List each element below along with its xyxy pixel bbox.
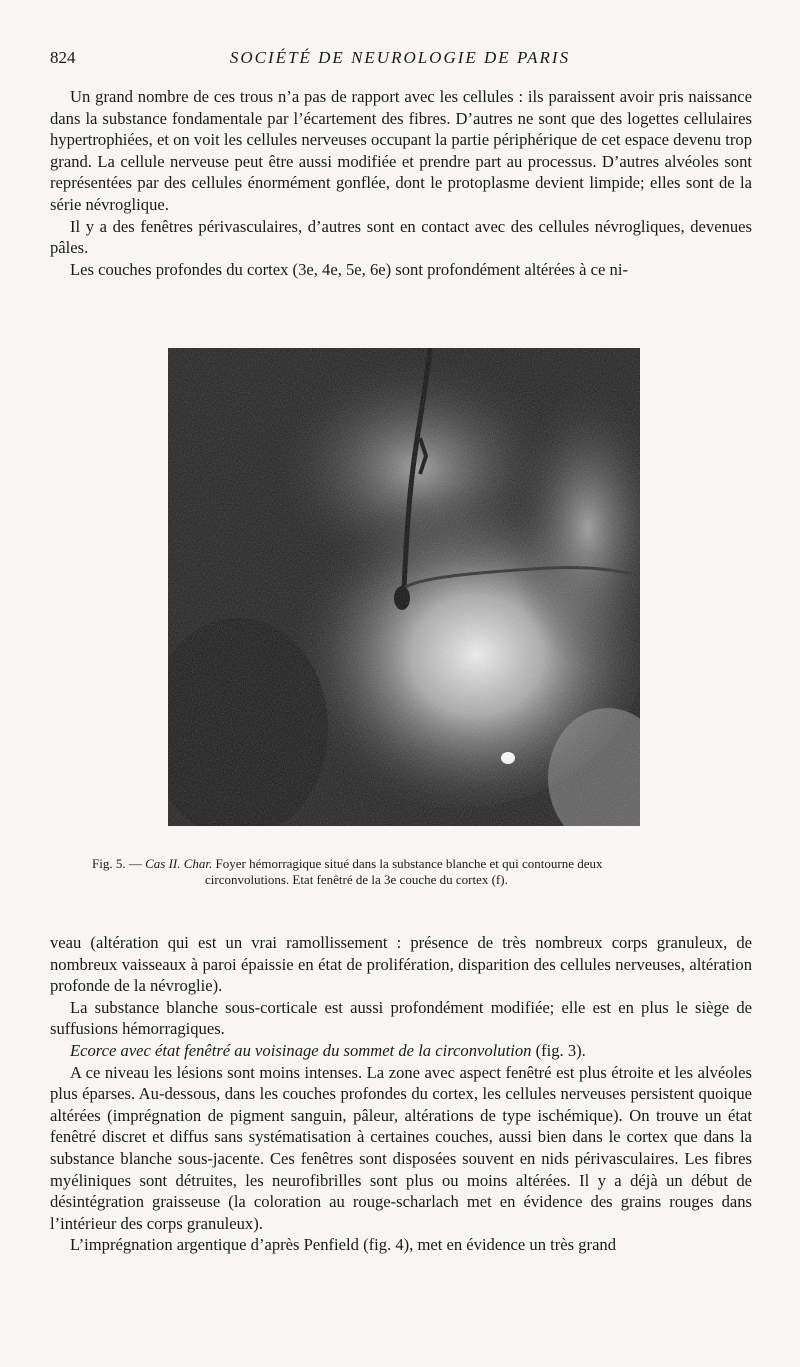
paragraph: L’imprégnation argentique d’après Penfield (fig. 4), met en évidence un très grand bbox=[70, 1235, 617, 1255]
paragraph: Il y a des fenêtres périvasculaires, d’autres sont en contact avec des cellules névrogliques, devenues pâles. bbox=[50, 216, 752, 258]
caption-line1: Foyer hémorragique situé dans la substance blanche et qui contourne deux bbox=[212, 856, 603, 871]
figure-caption bbox=[92, 856, 750, 888]
caption-line2: circonvolutions. Etat fenêtré de la 3e couche du cortex (f). bbox=[205, 872, 508, 887]
running-title: SOCIÉTÉ DE NEUROLOGIE DE PARIS bbox=[229, 48, 571, 67]
figure-reference: (fig. 3). bbox=[531, 1040, 586, 1060]
bottom-text-block bbox=[50, 932, 752, 1256]
paragraph: Les couches profondes du cortex (3e, 4e, 5e, 6e) sont profondément altérées à ce ni- bbox=[70, 259, 628, 279]
paragraph: La substance blanche sous-corticale est aussi profondément modifiée; elle est en plus le siège de suffusions hémorragiques. bbox=[50, 997, 752, 1039]
top-text-block bbox=[50, 86, 752, 280]
paragraph: A ce niveau les lésions sont moins intenses. La zone avec aspect fenêtré est plus étroite et les alvéoles plus éparses. Au-dessous, dans les couches profondes du cortex, les cellules nerveuses persistent quoique altérées (imprégnation de pigment sanguin, pâleur, altérations de type ischémique). On trouve un état fenêtré discret et diffus sans systématisation à certaines couches, aussi bien dans le cortex que dans la substance blanche sous-jacente. Ces fenêtres sont disposées souvent en nids périvasculaires. Les fibres myéliniques sont détruites, les neurofibrilles sont plus ou moins altérées. Il y a déjà un début de désintégration graisseuse (la coloration au rouge-scharlach met en évidence des grains rouges dans l’intérieur des corps granuleux). bbox=[50, 1062, 752, 1233]
page-header bbox=[50, 48, 750, 72]
paragraph: Un grand nombre de ces trous n’a pas de rapport avec les cellules : ils paraissent avoir pris naissance dans la substance fondamentale par l’écartement des fibres. D’autres ne sont que des logettes cellulaires hypertrophiées, et on voit les cellules nerveuses occupant la partie périphérique de cet espace devenu trop grand. La cellule nerveuse peut être aussi modifiée et prendre part au processus. D’autres alvéoles sont représentées par des cellules énormément gonflée, dont le protoplasme devient limpide; elles sont de la série névroglique. bbox=[50, 87, 752, 214]
paragraph: veau (altération qui est un vrai ramollissement : présence de très nombreux corps granuleux, de nombreux vaisseaux à paroi épaissie en état de prolifération, disparition des cellules nerveuses, altération profonde de la névroglie). bbox=[50, 933, 752, 996]
section-heading-paragraph bbox=[50, 1040, 752, 1062]
micrograph-figure bbox=[168, 348, 640, 826]
caption-prefix: Fig. 5. — bbox=[92, 856, 146, 871]
section-heading: Ecorce avec état fenêtré au voisinage du sommet de la circonvolution bbox=[70, 1040, 532, 1060]
page-number: 824 bbox=[50, 48, 76, 67]
micrograph-image bbox=[168, 348, 640, 826]
caption-case: Cas II. Char. bbox=[145, 856, 213, 871]
